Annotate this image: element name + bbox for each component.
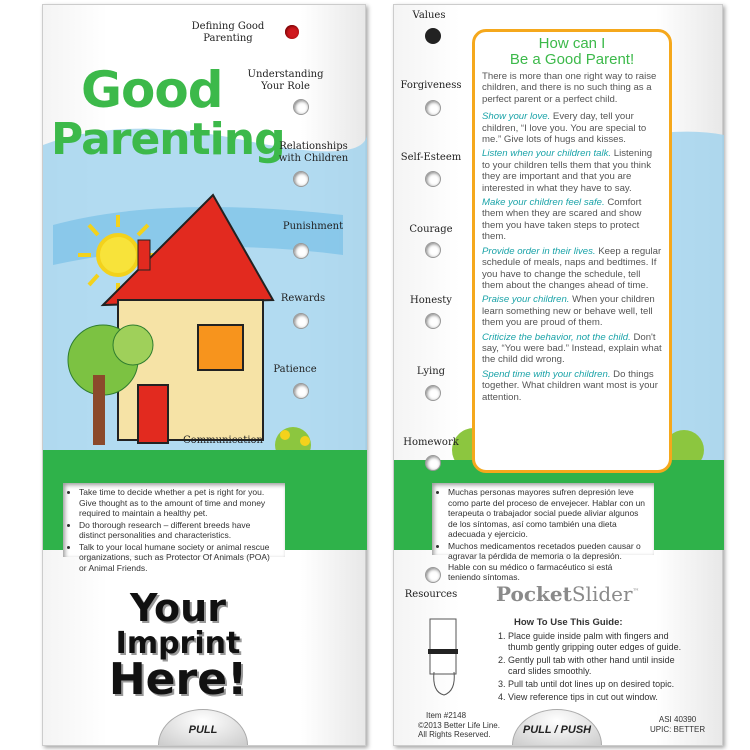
trademark: ™ (632, 587, 640, 596)
tip-body: Don't say, “You were bad.” Instead, explain what the child did wrong. (482, 331, 662, 366)
brand-a: Pocket (496, 582, 572, 606)
indicator-dot (285, 25, 299, 39)
topic-communication: Communication (183, 435, 263, 446)
tip-heading: Spend time with your children. (482, 368, 611, 380)
tip-heading: Make your children feel safe. (482, 197, 605, 209)
tip-body: Do things together. What children want most is your attention. (482, 368, 658, 403)
tip (482, 111, 662, 145)
tip (482, 246, 662, 292)
howto-steps (494, 631, 694, 703)
imprint-line: Imprint (115, 626, 241, 661)
topic-hole (293, 171, 309, 187)
topic-hole (425, 385, 441, 401)
tip-item: • Take time to decide whether a pet is right for you. Give thought as to the amount of time and money required to maintain a healthy pet. (79, 487, 277, 519)
imprint-line: Here! (108, 654, 248, 705)
topic-homework: Homework (403, 437, 459, 448)
topic-punishment: Punishment (282, 221, 344, 232)
tip-item: • Do thorough research – different breeds have distinct personalities and characteristics. (79, 520, 277, 541)
tip-body: Comfort them when they are scared and show them you have taken steps to protect them. (482, 197, 642, 243)
tips-box (472, 29, 672, 473)
imprint-line: Your (130, 586, 226, 630)
howto-step: 3. Pull tab until dot lines up on desired topic. (508, 679, 694, 690)
tip-window (63, 483, 285, 573)
upic-code: UPIC: BETTER (650, 724, 706, 734)
left-slider-card (42, 4, 366, 746)
topic-hole (425, 567, 441, 583)
topic-hole (425, 455, 441, 471)
howto-step: 2. Gently pull tab with other hand until inside card slides smoothly. (508, 655, 694, 677)
topic-hole (425, 313, 441, 329)
topic-hole (293, 383, 309, 399)
tip-heading: Praise your children. (482, 294, 570, 306)
imprint-placeholder (93, 586, 263, 705)
hand-guide-illustration (424, 617, 464, 697)
topic-relationships: Relationships with Children (278, 141, 349, 164)
topic-forgiveness: Forgiveness (400, 80, 462, 91)
howto-step: 4. View reference tips in cut out window. (508, 692, 694, 703)
topic-hole (293, 313, 309, 329)
tip-body: Listening to your children tells them that you think they are important and that you are interested in what they have to say. (482, 148, 653, 194)
copyright-info (418, 711, 500, 740)
tip (482, 197, 662, 243)
title-line-1: Good (81, 61, 223, 119)
tip-window (432, 483, 654, 582)
tip (482, 294, 662, 328)
tip-item: • Talk to your local humane society or animal rescue organizations, such as Protector Of Animals (POA) or Animal Friends. (79, 542, 277, 574)
asi-number: ASI 40390 (658, 715, 697, 724)
tip-heading: Criticize the behavior, not the child. (482, 331, 631, 343)
tip-heading: Provide order in their lives. (482, 245, 596, 257)
tips-intro: There is more than one right way to raise children, and there is no such thing as a perfect parent or a perfect child. (482, 71, 657, 105)
tip (482, 148, 662, 194)
howto-step: 1. Place guide inside palm with fingers and thumb gently gripping outer edges of guide. (508, 631, 694, 653)
topic-hole (293, 99, 309, 115)
tips-title-line: Be a Good Parent! (509, 51, 635, 68)
topic-hole (425, 242, 441, 258)
tip-body: When your children learn something new or behave well, tell them you are proud of them. (482, 294, 655, 329)
topic-patience: Patience (273, 364, 317, 375)
tips-title (482, 36, 662, 68)
topic-hole (293, 243, 309, 259)
tip-item: • Muchos medicamentos recetados pueden causar o agravar la pérdida de memoria o la depresión. Hable con su médico o farmacéutico si está teniendo síntomas. (448, 541, 646, 583)
tip (482, 369, 662, 403)
tips-title-line: How can I (538, 35, 606, 52)
tip-heading: Listen when your children talk. (482, 148, 612, 160)
topic-resources: Resources (404, 589, 458, 600)
indicator-hole-dark (425, 28, 441, 44)
topic-hole (425, 100, 441, 116)
rights: All Rights Reserved. (418, 730, 491, 739)
item-number: Item #2148 (426, 711, 467, 720)
topic-lying: Lying (416, 366, 446, 377)
pull-tab[interactable]: PULL (158, 709, 248, 745)
topic-rewards: Rewards (280, 293, 326, 304)
right-slider-card (393, 4, 723, 746)
topic-values: Values (412, 10, 446, 21)
topic-defining-good-parenting: Defining Good Parenting (191, 21, 265, 44)
supplier-info (650, 715, 705, 734)
tip-body: Every day, tell your children, “I love you. You are special to me.” Give lots of hugs and kisses. (482, 111, 647, 146)
pocketslider-logo (496, 582, 640, 606)
topic-understanding-your-role: Understanding Your Role (247, 69, 324, 92)
tip (482, 332, 662, 366)
topic-hole (425, 171, 441, 187)
copyright: ©2013 Better Life Line. (418, 720, 500, 730)
pull-push-tab[interactable]: PULL / PUSH (512, 709, 602, 745)
howto-title: How To Use This Guide: (514, 617, 623, 628)
title-line-2: Parenting (51, 114, 285, 165)
topic-courage: Courage (409, 224, 453, 235)
tip-item: • Muchas personas mayores sufren depresión leve como parte del proceso de envejecer. Hablar con un terapeuta o trabajador social puede aliviar algunos de los síntomas, así como también una dieta adecuada y ejercicio. (448, 487, 646, 540)
tip-body: Keep a regular schedule of meals, naps and bedtimes. If you have to change the schedule, tell them about the changes ahead of time. (482, 245, 662, 291)
tip-heading: Show your love. (482, 111, 551, 123)
brand-b: Slider (571, 582, 633, 606)
topic-honesty: Honesty (410, 295, 452, 306)
topic-self-esteem: Self-Esteem (400, 152, 462, 163)
